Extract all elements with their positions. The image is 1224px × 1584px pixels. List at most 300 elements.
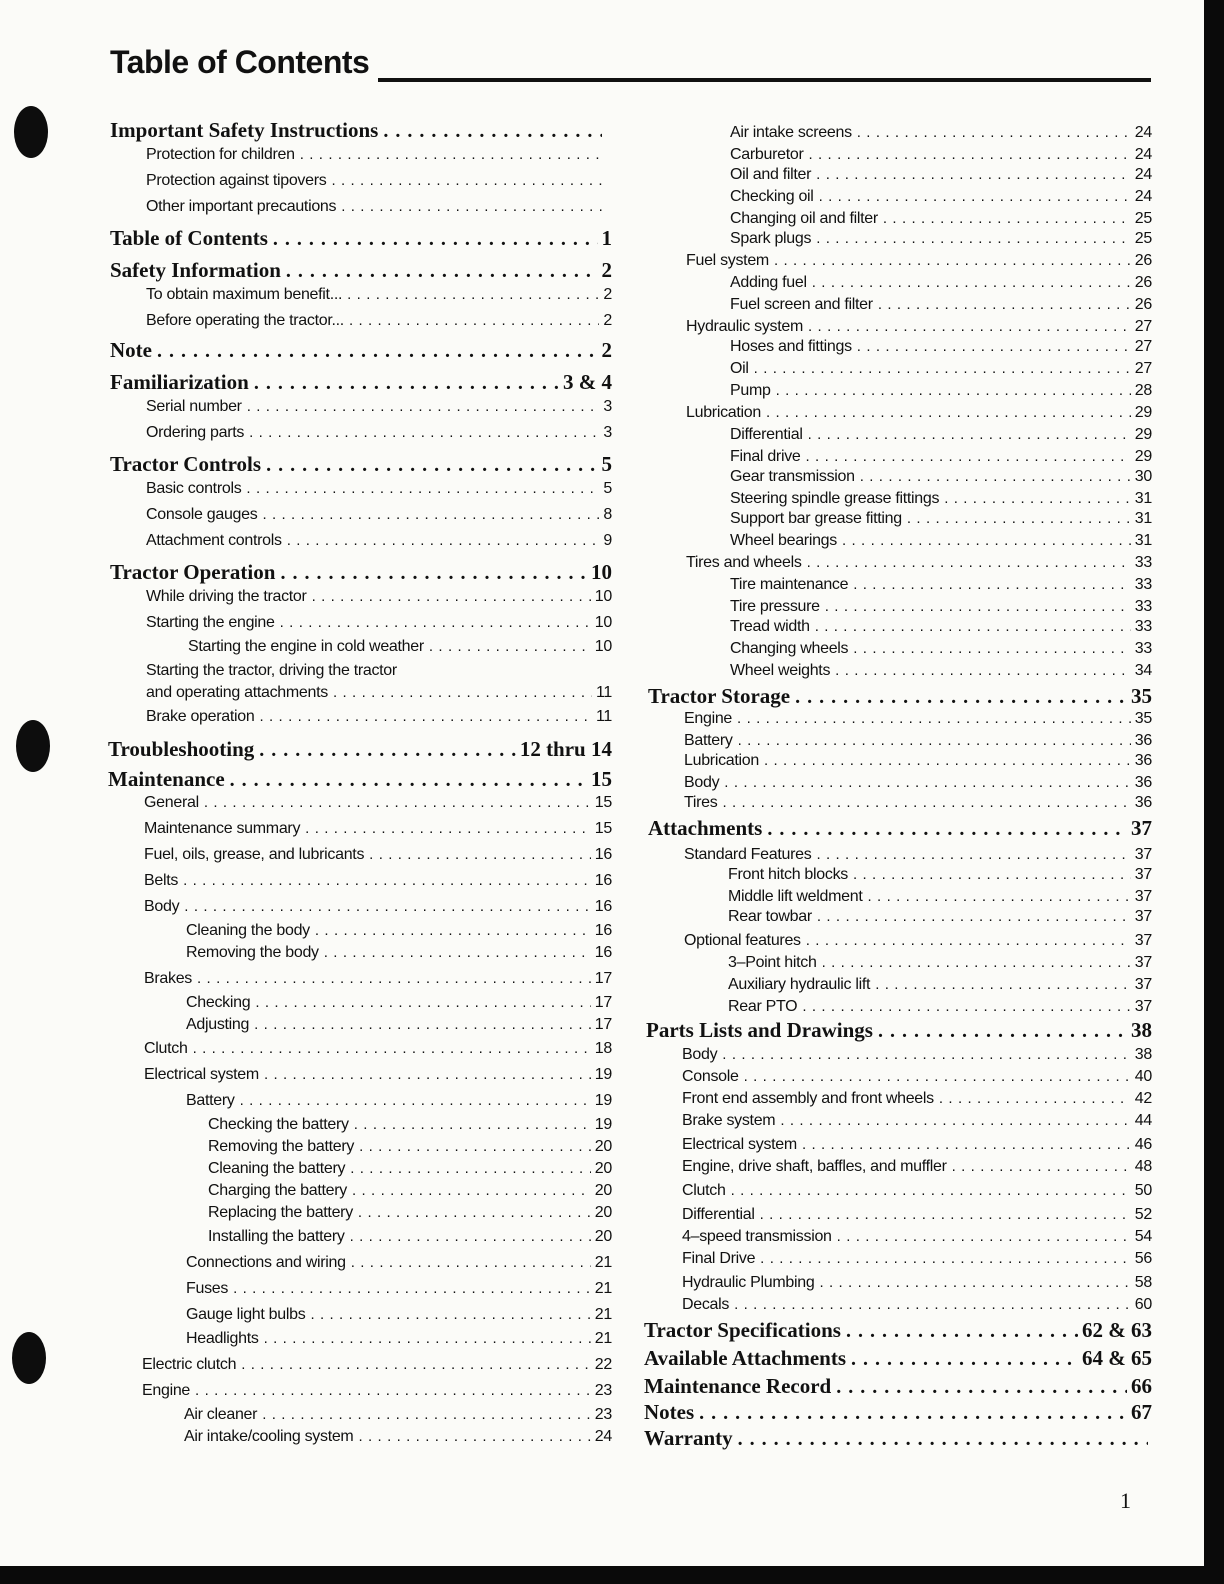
dot-leader bbox=[808, 146, 1130, 163]
toc-entry-label: Tire maintenance bbox=[730, 576, 849, 593]
toc-entry-label: Maintenance Record bbox=[644, 1374, 832, 1398]
toc-entry-page: 25 bbox=[1134, 210, 1152, 227]
dot-leader bbox=[776, 382, 1131, 399]
toc-entry-label: Air intake screens bbox=[730, 124, 852, 141]
toc-entry-label: Front hitch blocks bbox=[728, 866, 848, 883]
toc-entry-label: Body bbox=[682, 1046, 718, 1063]
toc-entry-tractor-specifications bbox=[644, 1318, 1152, 1343]
toc-entry-warranty bbox=[644, 1426, 1152, 1451]
toc-entry-label: Headlights bbox=[186, 1330, 259, 1347]
toc-entry-rear-pto bbox=[728, 998, 1152, 1016]
toc-entry-label: Fuel, oils, grease, and lubricants bbox=[144, 846, 365, 863]
dot-leader bbox=[817, 908, 1131, 925]
toc-entry-label: Troubleshooting bbox=[108, 737, 255, 761]
toc-entry-page: 10 bbox=[594, 588, 612, 605]
dot-leader bbox=[383, 120, 602, 143]
toc-entry-label: Parts Lists and Drawings bbox=[646, 1018, 873, 1042]
dot-leader bbox=[259, 739, 516, 762]
dot-leader bbox=[241, 1356, 591, 1373]
toc-entry-page: 27 bbox=[1134, 338, 1152, 355]
punch-hole-top bbox=[14, 106, 48, 158]
toc-entry-body bbox=[144, 898, 612, 916]
toc-entry-page: 2 bbox=[601, 258, 612, 282]
dot-leader bbox=[878, 1020, 1127, 1043]
toc-entry-label: Charging the battery bbox=[208, 1182, 347, 1199]
toc-entry-label: Checking bbox=[186, 994, 251, 1011]
toc-entry-general bbox=[144, 794, 612, 812]
toc-entry-page: 21 bbox=[594, 1306, 612, 1323]
toc-entry-page: 21 bbox=[594, 1280, 612, 1297]
toc-entry-auxiliary-hydraulic-lift bbox=[728, 976, 1152, 994]
toc-entry-3-point-hitch bbox=[728, 954, 1152, 972]
toc-entry-label: Checking oil bbox=[730, 188, 814, 205]
toc-entry-label: Brakes bbox=[144, 970, 192, 987]
toc-entry-attachment-controls bbox=[146, 532, 612, 550]
toc-entry-page: 8 bbox=[603, 506, 612, 523]
toc-entry-lubrication bbox=[686, 404, 1152, 422]
toc-entry-label: General bbox=[144, 794, 199, 811]
toc-entry-tire-pressure bbox=[730, 598, 1152, 616]
toc-entry-replacing-the-battery bbox=[208, 1204, 612, 1222]
toc-entry-label: Oil and filter bbox=[730, 166, 812, 183]
toc-entry-label: Air intake/cooling system bbox=[184, 1428, 354, 1445]
toc-entry-spark-plugs bbox=[730, 230, 1152, 248]
toc-entry-battery bbox=[684, 732, 1152, 750]
dot-leader bbox=[760, 1206, 1131, 1223]
toc-entry-gear-transmission bbox=[730, 468, 1152, 486]
toc-entry-page: 34 bbox=[1134, 662, 1152, 679]
toc-entry-label: Battery bbox=[684, 732, 733, 749]
dot-leader bbox=[774, 252, 1131, 269]
toc-entry-checking bbox=[186, 994, 612, 1012]
toc-entry-page: 23 bbox=[594, 1382, 612, 1399]
toc-entry-label: Hydraulic Plumbing bbox=[682, 1274, 815, 1291]
dot-leader bbox=[233, 1280, 591, 1297]
toc-entry-label: Console bbox=[682, 1068, 739, 1085]
toc-entry-label: Maintenance summary bbox=[144, 820, 301, 837]
page-number: 1 bbox=[1120, 1488, 1131, 1513]
toc-entry-protection-for-children bbox=[146, 146, 606, 164]
toc-entry-label: Starting the engine bbox=[146, 614, 275, 631]
toc-entry-label: Hydraulic system bbox=[686, 318, 804, 335]
toc-entry-label: Body bbox=[144, 898, 180, 915]
toc-entry-label: Engine bbox=[684, 710, 733, 727]
toc-entry-engine bbox=[684, 710, 1152, 728]
dot-leader bbox=[722, 1046, 1131, 1063]
dot-leader bbox=[183, 872, 591, 889]
toc-entry-adjusting bbox=[186, 1016, 612, 1034]
toc-entry-while-driving-the-tractor bbox=[146, 588, 612, 606]
dot-leader bbox=[857, 338, 1131, 355]
toc-entry-label: Middle lift weldment bbox=[728, 888, 863, 905]
toc-entry-label: Removing the battery bbox=[208, 1138, 355, 1155]
dot-leader bbox=[310, 1306, 590, 1323]
toc-entry-maintenance-summary bbox=[144, 820, 612, 838]
toc-entry-page: 17 bbox=[594, 1016, 612, 1033]
toc-entry-optional-features bbox=[684, 932, 1152, 950]
toc-entry-page: 37 bbox=[1134, 846, 1152, 863]
toc-entry-page: 3 bbox=[603, 398, 612, 415]
toc-entry-label: Protection against tipovers bbox=[146, 172, 327, 189]
toc-entry-brakes bbox=[144, 970, 612, 988]
toc-entry-page: 54 bbox=[1134, 1228, 1152, 1245]
dot-leader bbox=[806, 448, 1131, 465]
scan-edge-bottom bbox=[0, 1566, 1224, 1584]
toc-entry-label: Warranty bbox=[644, 1426, 733, 1450]
toc-entry-label: Other important precautions bbox=[146, 198, 337, 215]
toc-entry-label: Tractor Controls bbox=[110, 452, 262, 476]
toc-entry-page: 30 bbox=[1134, 468, 1152, 485]
toc-entry-page: 64 & 65 bbox=[1082, 1346, 1152, 1370]
toc-entry-air-intake-screens bbox=[730, 124, 1152, 142]
toc-entry-label: Protection for children bbox=[146, 146, 295, 163]
toc-entry-tractor-storage bbox=[648, 684, 1152, 709]
toc-entry-hoses-and-fittings bbox=[730, 338, 1152, 356]
dot-leader bbox=[806, 932, 1131, 949]
toc-entry-label: Changing oil and filter bbox=[730, 210, 878, 227]
toc-entry-label-line1: Starting the tractor, driving the tractor bbox=[146, 662, 397, 679]
toc-entry-body bbox=[682, 1046, 1152, 1064]
title-rule bbox=[378, 78, 1151, 82]
toc-entry-page: 16 bbox=[594, 944, 612, 961]
toc-entry-standard-features bbox=[684, 846, 1152, 864]
dot-leader bbox=[259, 708, 592, 725]
toc-entry-page: 42 bbox=[1134, 1090, 1152, 1107]
punch-hole-bottom bbox=[12, 1332, 46, 1384]
toc-entry-decals bbox=[682, 1296, 1152, 1314]
toc-entry-fuses bbox=[186, 1280, 612, 1298]
toc-entry-table-of-contents bbox=[110, 226, 612, 251]
toc-entry-page: 3 bbox=[603, 424, 612, 441]
toc-entry-page: 35 bbox=[1134, 710, 1152, 727]
toc-entry-hydraulic-plumbing bbox=[682, 1274, 1152, 1292]
dot-leader bbox=[939, 1090, 1131, 1107]
dot-leader bbox=[266, 454, 597, 477]
dot-leader bbox=[324, 944, 591, 961]
toc-entry-page: 37 bbox=[1131, 816, 1152, 840]
toc-entry-notes bbox=[644, 1400, 1152, 1425]
dot-leader bbox=[837, 1228, 1131, 1245]
toc-entry-page: 62 & 63 bbox=[1082, 1318, 1152, 1342]
dot-leader bbox=[350, 1160, 591, 1177]
toc-entry-air-cleaner bbox=[184, 1406, 612, 1424]
dot-leader bbox=[240, 1092, 591, 1109]
toc-entry-tires-and-wheels bbox=[686, 554, 1152, 572]
toc-entry-differential bbox=[682, 1206, 1152, 1224]
toc-entry-middle-lift-weldment bbox=[728, 888, 1152, 906]
toc-entry-attachments bbox=[648, 816, 1152, 841]
toc-entry-familiarization bbox=[110, 370, 612, 395]
toc-entry-brake-system bbox=[682, 1112, 1152, 1130]
dot-leader bbox=[352, 1182, 591, 1199]
toc-entry-label: Attachments bbox=[648, 816, 763, 840]
toc-entry-page: 24 bbox=[1134, 188, 1152, 205]
toc-entry-page: 1 bbox=[601, 226, 612, 250]
dot-leader bbox=[875, 976, 1131, 993]
toc-entry-page: 31 bbox=[1134, 490, 1152, 507]
toc-entry-page: 23 bbox=[594, 1406, 612, 1423]
toc-entry-label: Tractor Specifications bbox=[644, 1318, 841, 1342]
dot-leader bbox=[734, 1296, 1131, 1313]
dot-leader bbox=[184, 898, 591, 915]
toc-entry-page: 27 bbox=[1134, 360, 1152, 377]
toc-entry-page: 24 bbox=[1134, 124, 1152, 141]
toc-entry-page: 28 bbox=[1134, 382, 1152, 399]
toc-entry-other-important-precautions bbox=[146, 198, 606, 216]
dot-leader bbox=[247, 398, 600, 415]
toc-entry-page: 29 bbox=[1134, 426, 1152, 443]
toc-entry-label: Body bbox=[684, 774, 720, 791]
dot-leader bbox=[286, 260, 598, 283]
toc-entry-label: 4–speed transmission bbox=[682, 1228, 832, 1245]
toc-entry-label: Final drive bbox=[730, 448, 801, 465]
toc-entry-tire-maintenance bbox=[730, 576, 1152, 594]
toc-entry-label: Differential bbox=[730, 426, 803, 443]
toc-entry-page: 37 bbox=[1134, 998, 1152, 1015]
toc-entry-page: 67 bbox=[1131, 1400, 1152, 1424]
toc-entry-label: Electrical system bbox=[144, 1066, 259, 1083]
toc-entry-brake-operation bbox=[146, 708, 612, 726]
dot-leader bbox=[808, 426, 1131, 443]
dot-leader bbox=[254, 1016, 591, 1033]
toc-entry-page: 56 bbox=[1134, 1250, 1152, 1267]
toc-entry-page: 5 bbox=[601, 452, 612, 476]
toc-entry-page: 31 bbox=[1134, 510, 1152, 527]
toc-entry-page: 20 bbox=[594, 1228, 612, 1245]
toc-entry-page: 15 bbox=[591, 767, 612, 791]
toc-entry-pump bbox=[730, 382, 1152, 400]
dot-leader bbox=[157, 340, 598, 363]
dot-leader bbox=[766, 404, 1131, 421]
dot-leader bbox=[822, 954, 1131, 971]
dot-leader bbox=[249, 424, 599, 441]
dot-leader bbox=[857, 124, 1131, 141]
toc-entry-installing-the-battery bbox=[208, 1228, 612, 1246]
page-title: Table of Contents bbox=[110, 44, 370, 80]
toc-entry-page: 27 bbox=[1134, 318, 1152, 335]
dot-leader bbox=[738, 1428, 1148, 1451]
toc-entry-page: 20 bbox=[594, 1182, 612, 1199]
toc-entry-label: Belts bbox=[144, 872, 179, 889]
toc-entry-label: Starting the engine in cold weather bbox=[188, 638, 424, 655]
dot-leader bbox=[812, 274, 1131, 291]
toc-entry-page: 11 bbox=[595, 708, 612, 725]
dot-leader bbox=[280, 614, 591, 631]
toc-entry-page: 36 bbox=[1134, 774, 1152, 791]
toc-entry-label: Front end assembly and front wheels bbox=[682, 1090, 934, 1107]
toc-entry-page: 10 bbox=[594, 638, 612, 655]
toc-entry-page: 19 bbox=[594, 1116, 612, 1133]
toc-entry-page: 50 bbox=[1134, 1182, 1152, 1199]
toc-entry-page: 16 bbox=[594, 898, 612, 915]
dot-leader bbox=[883, 210, 1131, 227]
toc-entry-label: Table of Contents bbox=[110, 226, 268, 250]
toc-entry-page: 16 bbox=[594, 846, 612, 863]
toc-entry-label: To obtain maximum benefit... bbox=[146, 286, 343, 303]
toc-entry-label: Steering spindle grease fittings bbox=[730, 490, 940, 507]
toc-entry-label: Engine, drive shaft, baffles, and muffler bbox=[682, 1158, 947, 1175]
toc-entry-cleaning-the-body bbox=[186, 922, 612, 940]
toc-entry-label: Electric clutch bbox=[142, 1356, 237, 1373]
toc-entry-support-bar-grease-fitting bbox=[730, 510, 1152, 528]
toc-entry-page: 16 bbox=[594, 872, 612, 889]
toc-entry-page: 26 bbox=[1134, 274, 1152, 291]
toc-entry-starting-the-engine-in-cold-weather bbox=[188, 638, 612, 656]
dot-leader bbox=[699, 1402, 1127, 1425]
toc-entry-parts-lists-and-drawings bbox=[646, 1018, 1152, 1043]
toc-entry-label: Oil bbox=[730, 360, 749, 377]
dot-leader bbox=[230, 769, 587, 792]
toc-entry-label: Pump bbox=[730, 382, 771, 399]
toc-entry-label: Fuses bbox=[186, 1280, 229, 1297]
toc-entry-label: Installing the battery bbox=[208, 1228, 345, 1245]
toc-entry-label: Carburetor bbox=[730, 146, 804, 163]
toc-entry-label: Notes bbox=[644, 1400, 695, 1424]
toc-entry-page: 36 bbox=[1134, 732, 1152, 749]
toc-entry-final-drive bbox=[682, 1250, 1152, 1268]
toc-entry-page: 29 bbox=[1134, 448, 1152, 465]
toc-entry-page: 2 bbox=[603, 286, 612, 303]
toc-entry-gauge-light-bulbs bbox=[186, 1306, 612, 1324]
toc-entry-engine-drive-shaft-baffles-and-muffler bbox=[682, 1158, 1152, 1176]
dot-leader bbox=[350, 1228, 591, 1245]
toc-entry-important-safety-instructions bbox=[110, 118, 606, 143]
toc-entry-label: Changing wheels bbox=[730, 640, 849, 657]
toc-entry-troubleshooting bbox=[108, 737, 612, 762]
dot-leader bbox=[273, 228, 598, 251]
toc-entry-label: Hoses and fittings bbox=[730, 338, 852, 355]
dot-leader bbox=[254, 372, 559, 395]
toc-entry-page: 15 bbox=[594, 794, 612, 811]
dot-leader bbox=[825, 598, 1131, 615]
toc-entry-label: Console gauges bbox=[146, 506, 258, 523]
toc-entry-label: 3–Point hitch bbox=[728, 954, 817, 971]
toc-entry-console-gauges bbox=[146, 506, 612, 524]
toc-entry-label: Optional features bbox=[684, 932, 801, 949]
dot-leader bbox=[807, 554, 1131, 571]
toc-entry-page: 20 bbox=[594, 1138, 612, 1155]
toc-entry-page: 26 bbox=[1134, 296, 1152, 313]
toc-entry-page: 3 & 4 bbox=[563, 370, 612, 394]
toc-entry-label: Air cleaner bbox=[184, 1406, 258, 1423]
toc-entry-page: 29 bbox=[1134, 404, 1152, 421]
dot-leader bbox=[851, 1348, 1078, 1371]
dot-leader bbox=[878, 296, 1131, 313]
toc-entry-label: Attachment controls bbox=[146, 532, 282, 549]
toc-entry-charging-the-battery bbox=[208, 1182, 612, 1200]
toc-entry-label: Basic controls bbox=[146, 480, 242, 497]
toc-entry-label: Tires and wheels bbox=[686, 554, 802, 571]
toc-entry-label: Wheel bearings bbox=[730, 532, 837, 549]
dot-leader bbox=[802, 1136, 1131, 1153]
dot-leader bbox=[819, 188, 1131, 205]
toc-entry-lubrication bbox=[684, 752, 1152, 770]
dot-leader bbox=[331, 172, 602, 189]
dot-leader bbox=[764, 752, 1131, 769]
dot-leader bbox=[333, 684, 592, 701]
toc-entry-page: 52 bbox=[1134, 1206, 1152, 1223]
toc-entry-page: 66 bbox=[1131, 1374, 1152, 1398]
dot-leader bbox=[836, 1376, 1127, 1399]
toc-entry-label: Decals bbox=[682, 1296, 730, 1313]
toc-entry-label: Gear transmission bbox=[730, 468, 855, 485]
toc-entry-label: While driving the tractor bbox=[146, 588, 307, 605]
toc-entry-page: 10 bbox=[591, 560, 612, 584]
toc-entry-page: 40 bbox=[1134, 1068, 1152, 1085]
toc-entry-page: 15 bbox=[594, 820, 612, 837]
toc-entry-before-operating-the-tractor bbox=[146, 312, 612, 330]
toc-entry-page: 19 bbox=[594, 1092, 612, 1109]
dot-leader bbox=[738, 732, 1131, 749]
toc-entry-page: 12 thru 14 bbox=[519, 737, 612, 761]
toc-entry-label: Adding fuel bbox=[730, 274, 807, 291]
dot-leader bbox=[287, 532, 600, 549]
toc-entry-label: Electrical system bbox=[682, 1136, 797, 1153]
toc-entry-electrical-system bbox=[682, 1136, 1152, 1154]
toc-entry-label: Fuel screen and filter bbox=[730, 296, 873, 313]
dot-leader bbox=[907, 510, 1131, 527]
toc-entry-label: Clutch bbox=[144, 1040, 188, 1057]
dot-leader bbox=[315, 922, 591, 939]
dot-leader bbox=[197, 970, 591, 987]
toc-entry-front-end-assembly-and-front-wheels bbox=[682, 1090, 1152, 1108]
dot-leader bbox=[737, 710, 1131, 727]
toc-entry-wheel-bearings bbox=[730, 532, 1152, 550]
toc-entry-electrical-system bbox=[144, 1066, 612, 1084]
toc-entry-label: Lubrication bbox=[684, 752, 759, 769]
dot-leader bbox=[846, 1320, 1078, 1343]
toc-entry-label: Spark plugs bbox=[730, 230, 812, 247]
dot-leader bbox=[351, 1254, 591, 1271]
dot-leader bbox=[347, 286, 599, 303]
toc-entry-tread-width bbox=[730, 618, 1152, 636]
dot-leader bbox=[300, 146, 602, 163]
toc-entry-electric-clutch bbox=[142, 1356, 612, 1374]
toc-entry-note bbox=[110, 338, 612, 363]
toc-entry-removing-the-body bbox=[186, 944, 612, 962]
toc-entry-label: Brake system bbox=[682, 1112, 776, 1129]
toc-entry-page: 17 bbox=[594, 994, 612, 1011]
toc-entry-page: 33 bbox=[1134, 598, 1152, 615]
toc-entry-carburetor bbox=[730, 146, 1152, 164]
toc-entry-protection-against-tipovers bbox=[146, 172, 606, 190]
toc-entry-page: 9 bbox=[603, 532, 612, 549]
toc-entry-battery bbox=[186, 1092, 612, 1110]
dot-leader bbox=[853, 640, 1131, 657]
toc-entry-checking-the-battery bbox=[208, 1116, 612, 1134]
scan-edge-right bbox=[1204, 0, 1224, 1584]
dot-leader bbox=[264, 1330, 591, 1347]
toc-entry-label: Fuel system bbox=[686, 252, 769, 269]
toc-entry-label: Available Attachments bbox=[644, 1346, 847, 1370]
toc-entry-fuel-screen-and-filter bbox=[730, 296, 1152, 314]
toc-entry-label: Rear PTO bbox=[728, 998, 798, 1015]
dot-leader bbox=[264, 1066, 591, 1083]
toc-entry-checking-oil bbox=[730, 188, 1152, 206]
toc-entry-label: Before operating the tractor... bbox=[146, 312, 344, 329]
toc-entry-front-hitch-blocks bbox=[728, 866, 1152, 884]
toc-entry-label: Wheel weights bbox=[730, 662, 831, 679]
toc-entry-page: 58 bbox=[1134, 1274, 1152, 1291]
toc-entry-page: 36 bbox=[1134, 794, 1152, 811]
toc-entry-page: 10 bbox=[594, 614, 612, 631]
toc-entry-page: 21 bbox=[594, 1330, 612, 1347]
dot-leader bbox=[305, 820, 591, 837]
toc-entry-air-intake-cooling-system bbox=[184, 1428, 612, 1446]
toc-entry-engine bbox=[142, 1382, 612, 1400]
toc-entry-steering-spindle-grease-fittings bbox=[730, 490, 1152, 508]
dot-leader bbox=[262, 1406, 591, 1423]
